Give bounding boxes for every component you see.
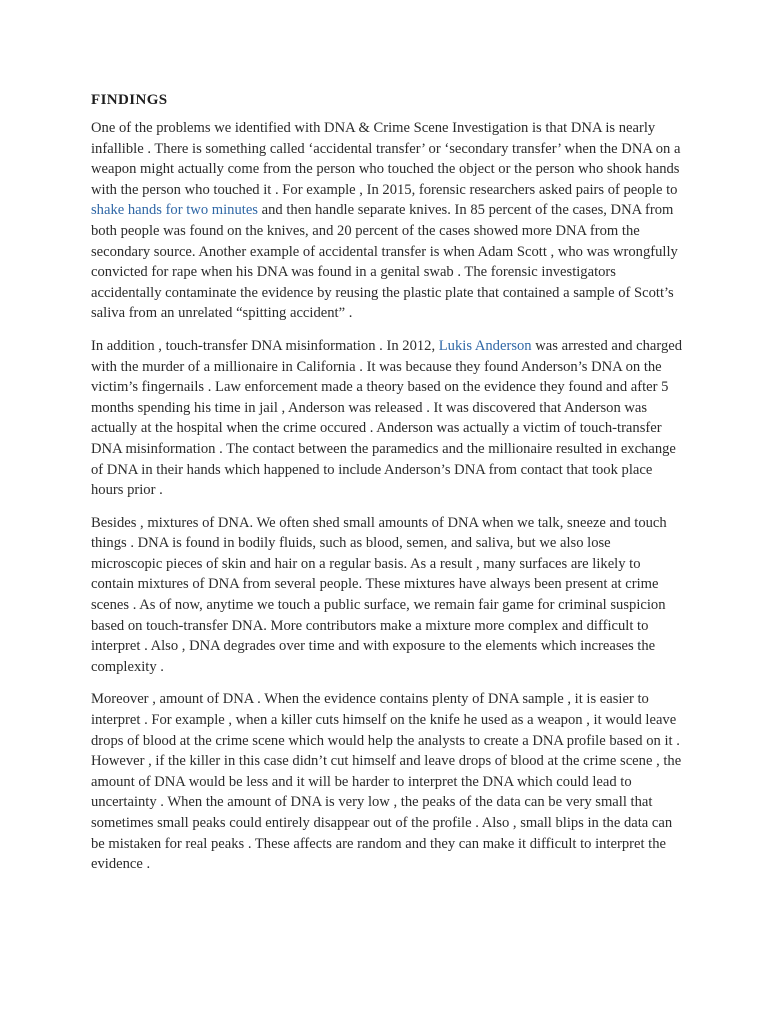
p1-text-start: One of the problems we identified with DNA & Crime Scene Investigation is that DNA is nearly infallible . There is something called ‘accidental transfer’ or ‘secondary transfer’ when the DNA on a weapon might actually come from the person who touched the object or the person who shook hands with the person who touched it . For example , In 2015, forensic researchers asked pairs of people to	[91, 120, 681, 198]
findings-heading: FINDINGS	[91, 92, 168, 108]
paragraph-amount-of-dna: Moreover , amount of DNA . When the evidence contains plenty of DNA sample , it is easier to interpret . For example , when a killer cuts himself on the knife he used as a weapon , it would leave drops of blood at the crime scene which would help the analysts to create a DNA profile based on it . However , if the killer in this case didn’t cut himself and leave drops of blood at the crime scene , the amount of DNA would be less and it will be harder to interpret the DNA which could lead to uncertainty . When the amount of DNA is very low , the peaks of the data can be very small that sometimes small peaks could entirely disappear out of the profile . Also , small blips in the data can be mistaken for real peaks . These affects are random and they can make it difficult to interpret the evidence .	[91, 691, 682, 873]
p2-text-start: In addition , touch-transfer DNA misinformation . In 2012,	[91, 337, 439, 354]
paragraph-touch-transfer	[91, 336, 683, 501]
p2-text-end: was arrested and charged with the murder of a millionaire in California . It was because they found Anderson’s DNA on the victim’s fingernails . Law enforcement made a theory based on the evidence they found and after 5 months spending his time in jail , Anderson was released . It was discovered that Anderson was actually at the hospital when the crime occured . Anderson was actually a victim of touch-transfer DNA misinformation . The contact between the paramedics and the millionaire resulted in exchange of DNA in their hands which happened to include Anderson’s DNA from contact that took place hours prior .	[91, 337, 683, 499]
p1-text-end: and then handle separate knives. In 85 percent of the cases, DNA from both people was found on the knives, and 20 percent of the cases showed more DNA from the secondary source. Another example of accidental transfer is when Adam Scott , who was wrongfully convicted for rape when his DNA was found in a genital swab . The forensic investigators accidentally contaminate the evidence by reusing the plastic plate that contained a sample of Scott’s saliva from an unrelated “spitting accident” .	[91, 202, 678, 322]
shake-hands-link[interactable]: shake hands for two minutes	[91, 202, 258, 219]
paragraph-mixtures: Besides , mixtures of DNA. We often shed small amounts of DNA when we talk, sneeze and touch things . DNA is found in bodily fluids, such as blood, semen, and saliva, but we also lose microscopic pieces of skin and hair on a regular basis. As a result , many surfaces are likely to contain mixtures of DNA from several people. These mixtures have always been present at crime scenes . As of now, anytime we touch a public surface, we remain fair game for criminal suspicion based on touch-transfer DNA. More contributors make a mixture more complex and difficult to interpret . Also , DNA degrades over time and with exposure to the elements which increases the complexity .	[91, 514, 667, 675]
paragraph-accidental-transfer	[91, 118, 683, 324]
lukis-anderson-link[interactable]: Lukis Anderson	[438, 337, 532, 354]
document-body	[91, 92, 683, 887]
